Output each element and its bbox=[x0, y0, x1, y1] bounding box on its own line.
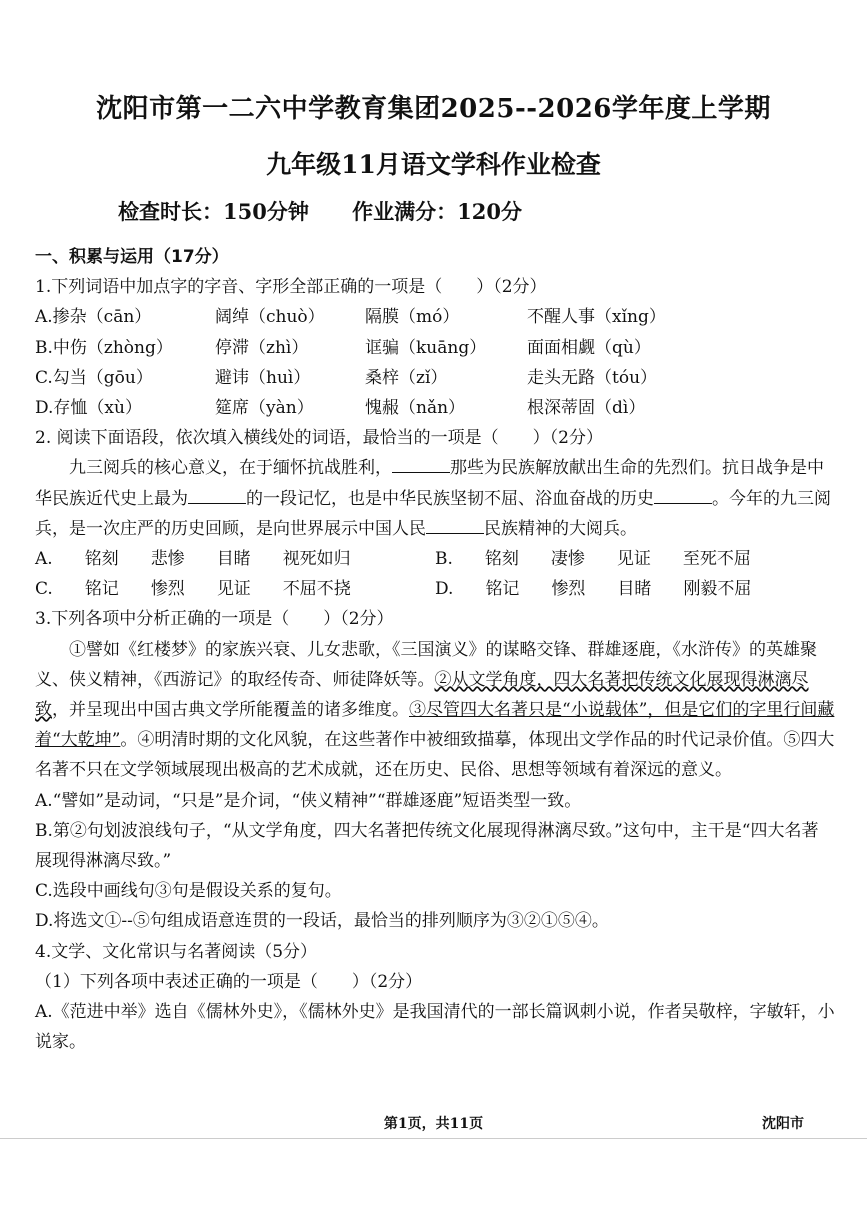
q1-c-1: C.勾当（gōu） bbox=[35, 367, 153, 388]
q2-a-label: A. bbox=[35, 549, 53, 570]
q1-b-1: B.中伤（zhòng） bbox=[35, 337, 173, 358]
q2-options-cd bbox=[35, 574, 835, 604]
q2-b-4: 至死不屈 bbox=[682, 549, 751, 570]
q2-c-3: 见证 bbox=[216, 579, 251, 600]
q2-a-1: 铭刻 bbox=[84, 549, 119, 570]
exam-title: 沈阳市第一二六中学教育集团2025--2026学年度上学期 bbox=[96, 94, 771, 124]
q2-b-2: 凄惨 bbox=[550, 549, 585, 570]
q2-a-2: 悲惨 bbox=[150, 549, 185, 570]
q3-sentence-2-tail: ，并呈现出中国古典文学所能覆盖的诸多维度。 bbox=[52, 700, 409, 721]
q2-d-2: 惨烈 bbox=[551, 579, 586, 600]
q3-wavy-sentence: ②从文学角度，四大名著把传统文化展现得淋漓尽致 bbox=[35, 669, 809, 721]
exam-meta bbox=[118, 196, 558, 226]
q2-d-label: D. bbox=[435, 579, 454, 600]
q2-stem: 2. 阅读下面语段，依次填入横线处的词语，最恰当的一项是（ ）（2分） bbox=[35, 428, 603, 449]
q1-option-d bbox=[35, 393, 835, 423]
q2-text-3: 的一段记忆，也是中华民族坚韧不屈、浴血奋战的历史 bbox=[246, 488, 654, 509]
q2-c-2: 惨烈 bbox=[150, 579, 185, 600]
fill-blank bbox=[426, 515, 484, 534]
exam-full-score: 作业满分：120分 bbox=[352, 199, 522, 224]
q2-passage bbox=[35, 453, 835, 544]
q1-option-c bbox=[35, 363, 835, 393]
page-number: 第1页，共11页 bbox=[383, 1116, 484, 1132]
q1-c-3: 桑梓（zǐ） bbox=[365, 367, 448, 388]
q4-sub1: （1）下列各项中表述正确的一项是（ ）（2分） bbox=[35, 971, 423, 992]
q2-d-3: 目睹 bbox=[617, 579, 652, 600]
q2-a-4: 视死如归 bbox=[282, 549, 351, 570]
exam-duration: 检查时长：150分钟 bbox=[118, 199, 309, 224]
q1-b-2: 停滞（zhì） bbox=[215, 337, 309, 358]
q3-option-b: B.第②句划波浪线句子，“从文学角度，四大名著把传统文化展现得淋漓尽致。”这句中，主干是“四大名著展现得淋漓尽致。” bbox=[35, 820, 819, 872]
q2-d-1: 铭记 bbox=[485, 579, 520, 600]
q1-option-b bbox=[35, 333, 835, 363]
fill-blank bbox=[654, 485, 712, 504]
exam-subtitle: 九年级11月语文学科作业检查 bbox=[266, 150, 601, 179]
fill-blank bbox=[392, 454, 450, 473]
q2-text-1: 九三阅兵的核心意义，在于缅怀抗战胜利， bbox=[69, 458, 392, 479]
q3-sentence-1: ①譬如《红楼梦》的家族兴衰、儿女悲歌，《三国演义》的谋略交锋、群雄逐鹿，《水浒传》的英雄聚义、侠义精神，《西游记》的取经传奇、师徒降妖等。 bbox=[35, 639, 817, 690]
q3-option-d: D.将选文①--⑤句组成语意连贯的一段话，最恰当的排列顺序为③②①⑤④。 bbox=[35, 911, 609, 932]
q1-b-3: 诓骗（kuāng） bbox=[365, 337, 487, 358]
q2-text-5: 民族精神的大阅兵。 bbox=[484, 518, 637, 539]
q3-option-c: C.选段中画线句③句是假设关系的复句。 bbox=[35, 881, 342, 902]
q1-a-4: 不醒人事（xǐng） bbox=[527, 307, 666, 328]
q3-option-a: A.“譬如”是动词，“只是”是介词，“侠义精神”“群雄逐鹿”短语类型一致。 bbox=[35, 790, 582, 811]
q1-a-2: 阔绰（chuò） bbox=[215, 307, 325, 328]
q1-a-1: A.掺杂（cān） bbox=[35, 307, 152, 328]
q3-sentence-rest: 。④明清时期的文化风貌，在这些著作中被细致描摹，体现出文学作品的时代记录价值。⑤四大名著不只在文学领域展现出极高的艺术成就，还在历史、民俗、思想等领域有着深远的意义。 bbox=[35, 730, 835, 781]
q3-underlined-sentence: ③尽管四大名著只是“小说载体”，但是它们的字里行间藏着“大乾坤” bbox=[35, 700, 835, 751]
exam-content bbox=[35, 242, 835, 1057]
q4-stem: 4.文学、文化常识与名著阅读（5分） bbox=[35, 941, 318, 962]
q2-b-3: 见证 bbox=[616, 549, 651, 570]
q1-a-3: 隔膜（mó） bbox=[365, 307, 460, 328]
q1-d-3: 愧赧（nǎn） bbox=[365, 398, 466, 419]
q1-d-1: D.存恤（xù） bbox=[35, 398, 142, 419]
q2-a-3: 目睹 bbox=[216, 549, 251, 570]
q1-c-4: 走头无路（tóu） bbox=[527, 367, 658, 388]
q2-d-4: 刚毅不屈 bbox=[683, 579, 752, 600]
q1-stem: 1.下列词语中加点字的字音、字形全部正确的一项是（ ）（2分） bbox=[35, 277, 547, 298]
q2-text-4: 。今年的九三阅兵，是一次庄严的历史回顾，是向世界展示中国人民 bbox=[35, 488, 831, 539]
q2-c-label: C. bbox=[35, 579, 53, 600]
footer-right: 沈阳市 bbox=[762, 1116, 804, 1132]
q3-passage bbox=[35, 635, 835, 786]
q2-b-label: B. bbox=[435, 549, 453, 570]
q2-text-2: 那些为民族解放献出生命的先烈们。抗日战争是中华民族近代史上最为 bbox=[35, 458, 824, 509]
q1-b-4: 面面相觑（qù） bbox=[527, 337, 651, 358]
q2-b-1: 铭刻 bbox=[484, 549, 519, 570]
footer-divider bbox=[0, 1138, 867, 1139]
q3-stem: 3.下列各项中分析正确的一项是（ ）（2分） bbox=[35, 609, 394, 630]
q2-c-4: 不屈不挠 bbox=[282, 579, 351, 600]
fill-blank bbox=[188, 485, 246, 504]
q2-options-ab bbox=[35, 544, 835, 574]
q2-c-1: 铭记 bbox=[84, 579, 119, 600]
section-heading: 一、积累与运用（17分） bbox=[35, 247, 229, 267]
q1-d-2: 筵席（yàn） bbox=[215, 398, 314, 419]
q4-option-a: A.《范进中举》选自《儒林外史》，《儒林外史》是我国清代的一部长篇讽刺小说，作者吴敬梓，字敏轩，小说家。 bbox=[35, 1002, 835, 1053]
q1-d-4: 根深蒂固（dì） bbox=[527, 398, 646, 419]
q1-c-2: 避讳（huì） bbox=[215, 367, 311, 388]
q1-option-a bbox=[35, 302, 835, 332]
